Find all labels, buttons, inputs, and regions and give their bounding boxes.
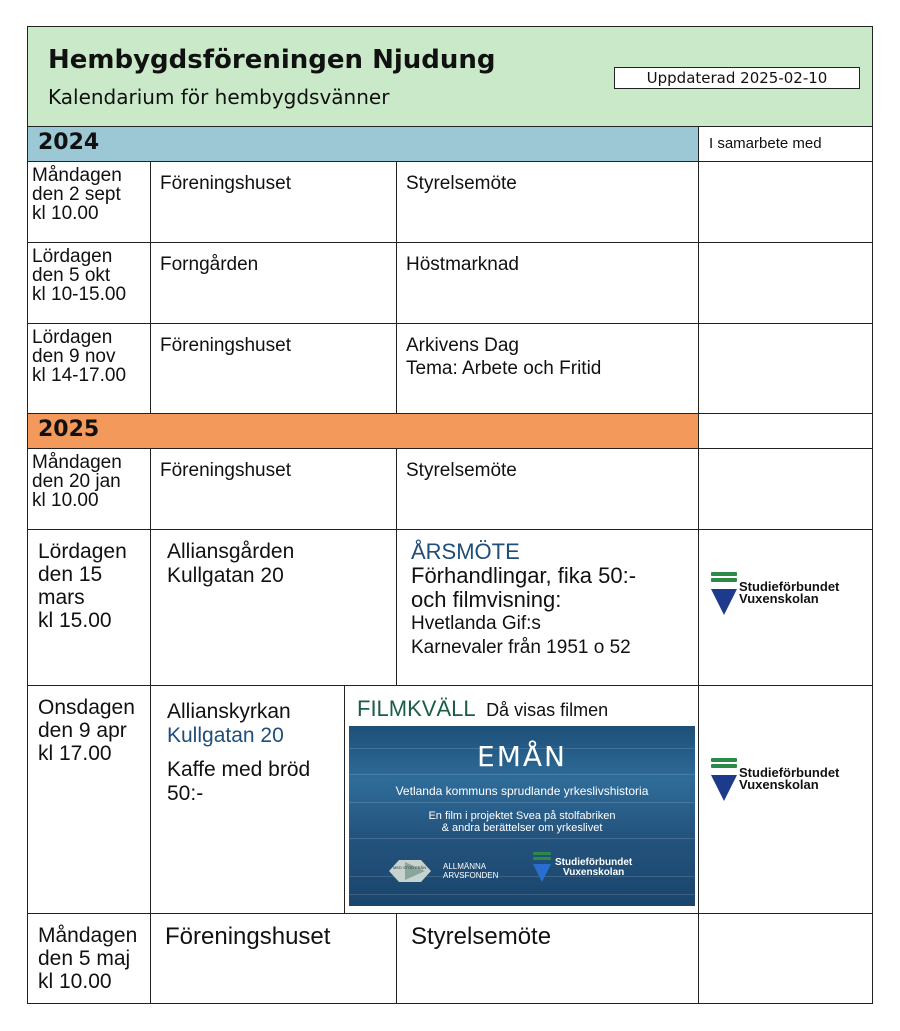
event-place: Allianskyrkan Kullgatan 20 Kaffe med bröd 50:- — [150, 685, 344, 913]
film-title: EMÅN — [477, 740, 567, 773]
partner-cell — [698, 413, 872, 448]
event-date: Lördagen den 9 nov kl 14-17.00 — [28, 323, 150, 413]
v-icon — [711, 589, 737, 615]
event-description: FILMKVÄLL Då visas filmen EMÅN Vetlanda kommuns sprudlande yrkeslivshistoria En film i projektet Svea på stolfabriken & andra berättelser om yrkeslivet MED STÖD FRÅN ALLMÄNNA ARVSFONDEN Studieförbundet Vuxenskolan — [344, 685, 698, 913]
arvsfonden-logo-icon — [385, 856, 435, 886]
event-place: Alliansgården Kullgatan 20 — [150, 529, 396, 685]
partner-cell — [698, 448, 872, 529]
event-date: Lördagen den 5 okt kl 10-15.00 — [28, 242, 150, 323]
event-place: Föreningshuset — [150, 161, 396, 242]
event-date: Måndagen den 20 jan kl 10.00 — [28, 448, 150, 529]
arvsfonden-text: ALLMÄNNA ARVSFONDEN — [443, 862, 499, 880]
partner-cell — [698, 323, 872, 413]
event-date: Lördagen den 15 mars kl 15.00 — [28, 529, 150, 685]
partner-cell — [698, 913, 872, 1003]
event-date: Måndagen den 2 sept kl 10.00 — [28, 161, 150, 242]
calendar-table — [27, 26, 873, 1004]
v-icon — [533, 864, 551, 882]
subtitle: Kalendarium för hembygdsvänner — [48, 85, 390, 109]
event-description: Styrelsemöte — [396, 448, 698, 529]
partner-cell — [698, 242, 872, 323]
partner-cell: Studieförbundet Vuxenskolan — [698, 685, 872, 913]
year-2024: 2024 — [28, 127, 698, 161]
event-date: Måndagen den 5 maj kl 10.00 — [28, 913, 150, 1003]
partner-heading: I samarbete med — [698, 127, 872, 161]
svg-text:MED STÖD FRÅN: MED STÖD FRÅN — [393, 865, 427, 870]
year-2025: 2025 — [28, 413, 698, 448]
event-description: Styrelsemöte — [396, 913, 698, 1003]
event-description: Höstmarknad — [396, 242, 698, 323]
header — [28, 27, 872, 127]
film-poster: EMÅN Vetlanda kommuns sprudlande yrkeslivshistoria En film i projektet Svea på stolfabriken & andra berättelser om yrkeslivet MED STÖD FRÅN ALLMÄNNA ARVSFONDEN Studieförbundet Vuxenskolan — [349, 726, 695, 906]
partner-cell: Studieförbundet Vuxenskolan — [698, 529, 872, 685]
event-place: Föreningshuset — [150, 448, 396, 529]
partner-cell — [698, 161, 872, 242]
org-name: Hembygdsföreningen Njudung — [48, 45, 496, 75]
film-subtitle: Vetlanda kommuns sprudlande yrkeslivshistoria — [395, 784, 649, 798]
filmkvall-heading: FILMKVÄLL — [357, 696, 476, 721]
event-description: Arkivens Dag Tema: Arbete och Fritid — [396, 323, 698, 413]
event-place: Föreningshuset — [150, 323, 396, 413]
event-place: Forngården — [150, 242, 396, 323]
event-place: Föreningshuset — [150, 913, 396, 1003]
event-description: ÅRSMÖTE Förhandlingar, fika 50:- och filmvisning: Hvetlanda Gif:s Karnevaler från 1951 o 52 — [396, 529, 698, 685]
arsmote-heading: ÅRSMÖTE — [411, 539, 520, 564]
updated-badge: Uppdaterad 2025-02-10 — [614, 67, 860, 89]
event-date: Onsdagen den 9 apr kl 17.00 — [28, 685, 150, 913]
event-description: Styrelsemöte — [396, 161, 698, 242]
v-icon — [711, 775, 737, 801]
film-description: En film i projektet Svea på stolfabriken & andra berättelser om yrkeslivet — [428, 810, 616, 834]
